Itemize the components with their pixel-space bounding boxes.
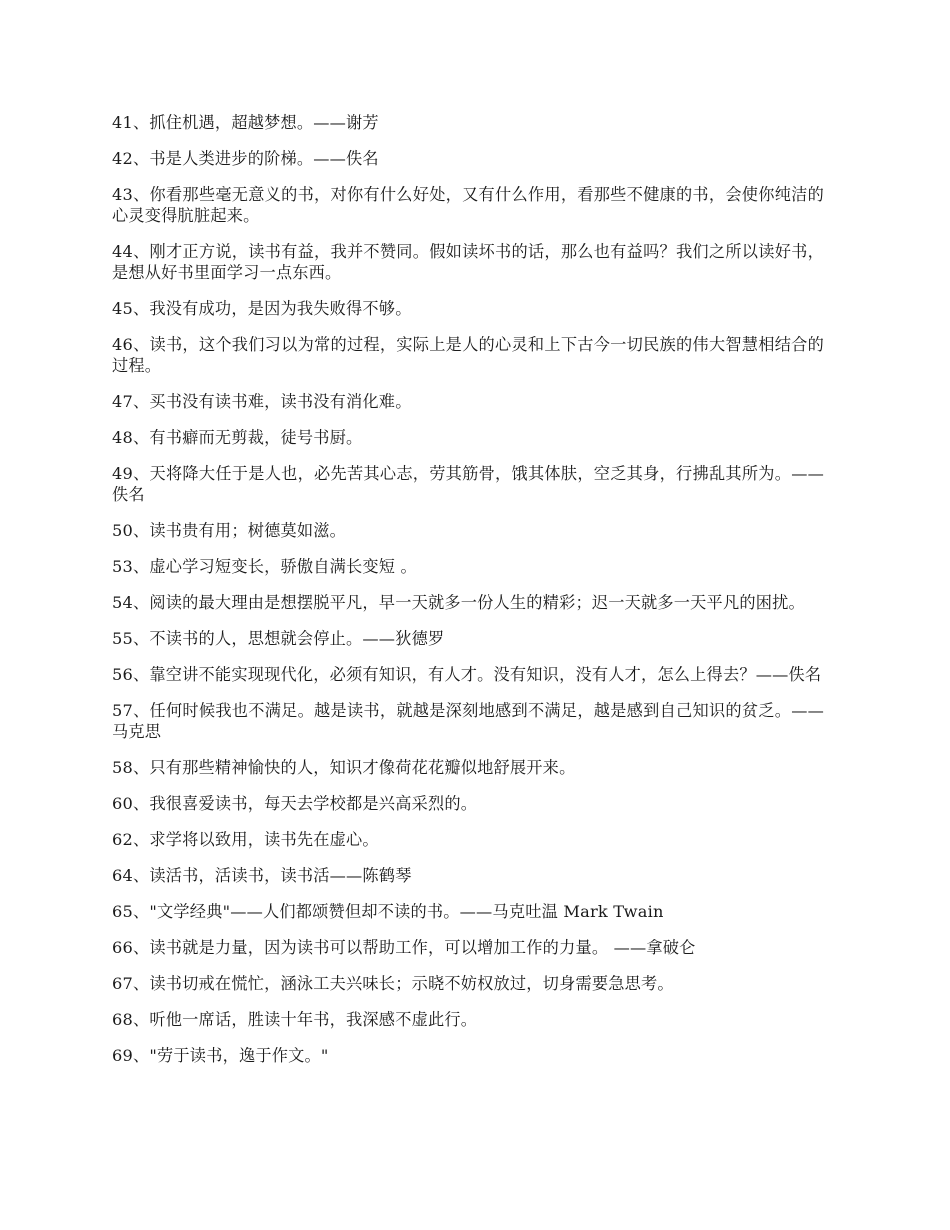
quote-paragraph: 45、我没有成功，是因为我失败得不够。 [112,299,412,318]
quote-paragraph: 50、读书贵有用；树德莫如滋。 [112,521,347,540]
quote-paragraph: 69、"劳于读书，逸于作文。" [112,1046,329,1065]
quote-paragraph: 58、只有那些精神愉快的人，知识才像荷花花瓣似地舒展开来。 [112,758,576,777]
quote-paragraph: 67、读书切戒在慌忙，涵泳工夫兴味长；示晓不妨权放过，切身需要急思考。 [112,974,674,993]
quote-paragraph: 55、不读书的人，思想就会停止。——狄德罗 [112,629,445,648]
quote-paragraph: 68、听他一席话，胜读十年书，我深感不虚此行。 [112,1010,478,1029]
quote-paragraph: 42、书是人类进步的阶梯。——佚名 [112,149,379,168]
quote-paragraph: 57、任何时候我也不满足。越是读书，就越是深刻地感到不满足，越是感到自己知识的贫乏。——马克思 [112,701,824,741]
quote-paragraph: 47、买书没有读书难，读书没有消化难。 [112,392,412,411]
quote-paragraph: 49、天将降大任于是人也，必先苦其心志，劳其筋骨，饿其体肤，空乏其身，行拂乱其所为。——佚名 [112,464,824,504]
quote-paragraph: 56、靠空讲不能实现现代化，必须有知识，有人才。没有知识，没有人才，怎么上得去？——佚名 [112,665,822,684]
quote-paragraph: 65、"文学经典"——人们都颂赞但却不读的书。——马克吐温 Mark Twain [112,902,664,921]
quote-list [112,112,824,1081]
quote-paragraph: 66、读书就是力量，因为读书可以帮助工作，可以增加工作的力量。 ——拿破仑 [112,938,696,957]
quote-paragraph: 43、你看那些毫无意义的书，对你有什么好处，又有什么作用，看那些不健康的书，会使你纯洁的心灵变得肮脏起来。 [112,185,824,225]
quote-paragraph: 62、求学将以致用，读书先在虚心。 [112,830,379,849]
quote-paragraph: 41、抓住机遇，超越梦想。——谢芳 [112,113,379,132]
quote-paragraph: 53、虚心学习短变长，骄傲自满长变短 。 [112,557,417,576]
quote-paragraph: 64、读活书，活读书，读书活——陈鹤琴 [112,866,412,885]
quote-paragraph: 44、刚才正方说，读书有益，我并不赞同。假如读坏书的话，那么也有益吗？我们之所以读好书，是想从好书里面学习一点东西。 [112,242,824,282]
quote-paragraph: 46、读书，这个我们习以为常的过程，实际上是人的心灵和上下古今一切民族的伟大智慧相结合的过程。 [112,335,824,375]
quote-paragraph: 54、阅读的最大理由是想摆脱平凡，早一天就多一份人生的精彩；迟一天就多一天平凡的困扰。 [112,593,805,612]
quote-paragraph: 60、我很喜爱读书，每天去学校都是兴高采烈的。 [112,794,478,813]
quote-paragraph: 48、有书癖而无剪裁，徒号书厨。 [112,428,363,447]
